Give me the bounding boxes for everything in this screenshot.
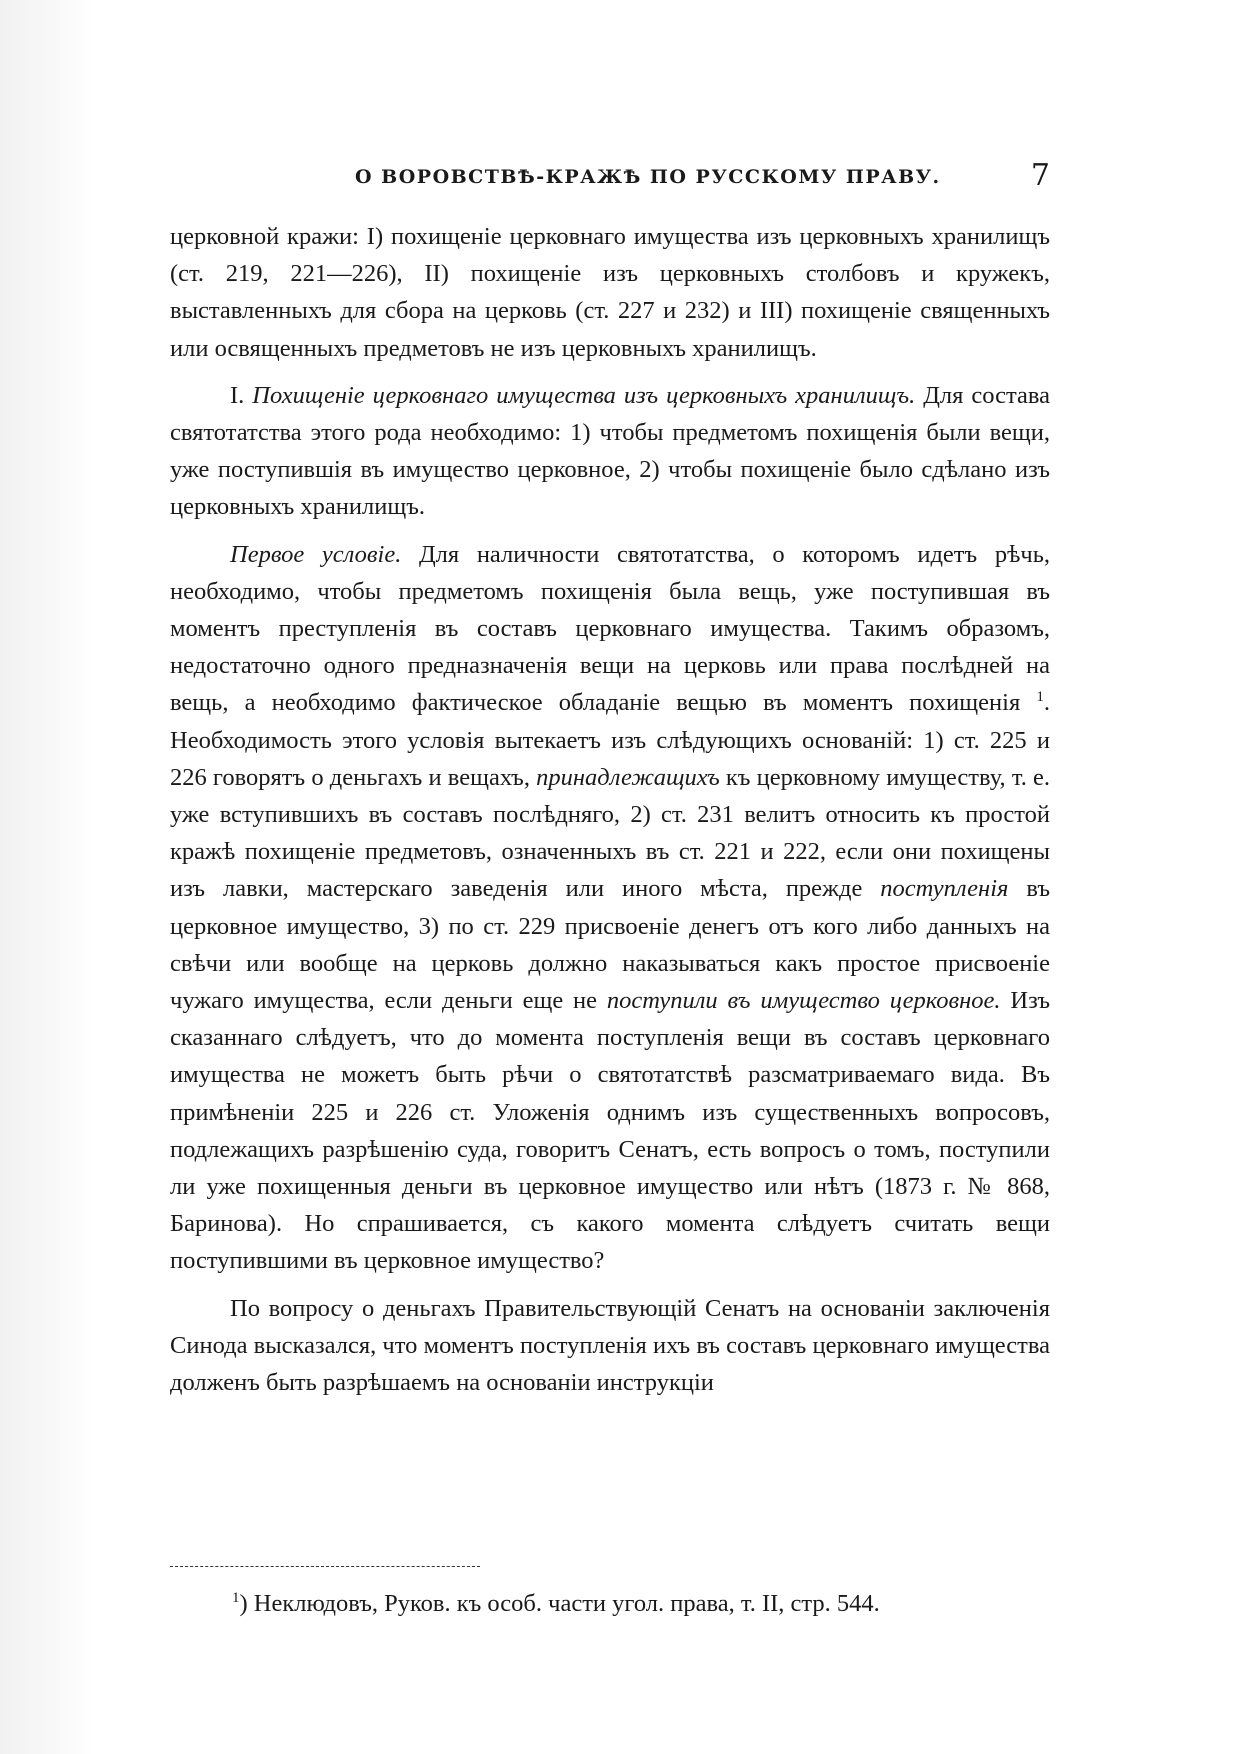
paragraph-3 — [170, 536, 1050, 1280]
footnote — [232, 1590, 1052, 1618]
footnote-marker[interactable]: 1 — [1036, 689, 1044, 706]
section-heading: Похищеніе церковнаго имущества изъ церковныхъ хранилищъ. — [252, 381, 916, 409]
paragraph-2 — [170, 377, 1050, 526]
footnote-divider — [170, 1566, 480, 1567]
scan-gutter — [0, 0, 95, 1754]
page-number: 7 — [1030, 158, 1050, 193]
emphasis-2: поступленія — [880, 875, 1009, 903]
paragraph-1: церковной кражи: I) похищеніе церковнаго имущества изъ церковныхъ хранилищъ (ст. 219, 221—226), II) похищеніе изъ церковныхъ столбовъ и кружекъ, выставленныхъ для сбора на церковь (ст. 227 и 232) и III) похищеніе священныхъ или освященныхъ предметовъ не изъ церковныхъ хранилищъ. — [170, 223, 1050, 362]
emphasis-3: поступили въ имущество церковное. — [606, 987, 1001, 1015]
footnote-text: ) Неклюдовъ, Руков. къ особ. части угол. права, т. II, стр. 544. — [239, 1590, 880, 1617]
page-header — [170, 158, 1050, 198]
emphasis-1: принадлежащихъ — [536, 763, 720, 791]
paragraph-2-text: Для состава святотатства этого рода необходимо: 1) чтобы предметомъ похищенія были вещи, уже поступившія въ имущество церковное, 2) чтобы похищеніе было сдѣлано изъ церковныхъ хранилищъ. — [170, 381, 1051, 521]
paragraph-3-text-2: . Необходимость этого условія вытекаетъ изъ слѣдующихъ основаній: 1) ст. 225 и 226 говорятъ о деньгахъ и вещахъ, — [170, 689, 1050, 791]
paragraph-3-text-3: къ церковному имуществу, т. е. уже вступившихъ въ составъ послѣдняго, 2) ст. 231 велитъ относить къ простой кражѣ похищеніе предметовъ, означенныхъ въ ст. 221 и 222, если они похищены изъ лавки, мастерскаго заведенія или иного мѣста, прежде — [170, 763, 1051, 903]
paragraph-3-text-1: Для наличности святотатства, о которомъ идетъ рѣчь, необходимо, чтобы предметомъ похищенія была вещь, уже поступившая въ моментъ преступленія въ составъ церковнаго имущества. Такимъ образомъ, недостаточно одного предназначенія вещи на церковь или права послѣдней на вещь, а необходимо фактическое обладаніе вещью въ моментъ похищенія — [170, 540, 1050, 717]
paragraph-4: По вопросу о деньгахъ Правительствующій Сенатъ на основаніи заключенія Синода высказался, что моментъ поступленія ихъ въ составъ церковнаго имущества долженъ быть разрѣшаемъ на основаніи инструкціи — [170, 1294, 1050, 1397]
subsection-heading: Первое условіе. — [230, 540, 402, 568]
paragraph-3-text-5: Изъ сказаннаго слѣдуетъ, что до момента поступленія вещи въ составъ церковнаго имущества не можетъ быть рѣчи о святотатствѣ разсматриваемаго вида. Въ примѣненіи 225 и 226 ст. Уложенія однимъ изъ существенныхъ вопросовъ, подлежащихъ разрѣшенію суда, говоритъ Сенатъ, есть вопросъ о томъ, поступили ли уже похищенныя деньги въ церковное имущество или нѣтъ (1873 г. № 868, Баринова). Но спрашивается, съ какого момента слѣдуетъ считать вещи поступившими въ церковное имущество? — [170, 987, 1051, 1275]
running-head: О ВОРОВСТВѢ-КРАЖѢ ПО РУССКОМУ ПРАВУ. — [355, 166, 941, 188]
body-text — [170, 218, 1050, 1411]
paragraph-3-text-4: въ церковное имущество, 3) по ст. 229 присвоеніе денегъ отъ кого либо данныхъ на свѣчи или вообще на церковь должно наказываться какъ простое присвоеніе чужаго имущества, если деньги еще не — [170, 875, 1051, 1015]
section-number: I. — [230, 381, 245, 409]
footnote-number: 1 — [232, 1589, 240, 1606]
